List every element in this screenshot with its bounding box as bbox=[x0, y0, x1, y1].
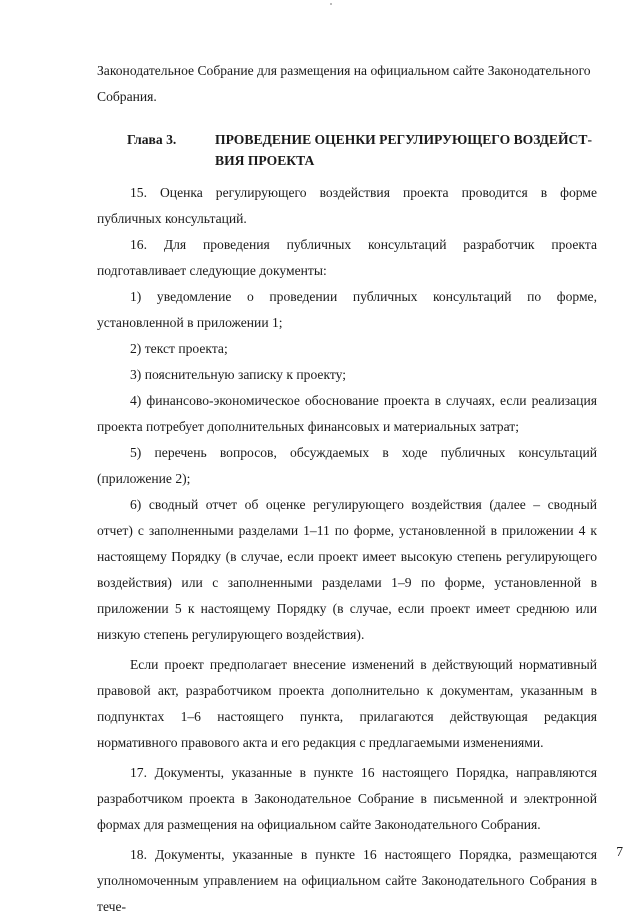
chapter-number: Глава 3. bbox=[127, 132, 177, 147]
chapter-title-line-1: ПРОВЕДЕНИЕ ОЦЕНКИ РЕГУЛИРУЮЩЕГО ВОЗДЕЙСТ- bbox=[215, 132, 592, 147]
chapter-title bbox=[215, 129, 605, 171]
list-item-5: 5) перечень вопросов, обсуждаемых в ходе публичных консультаций (приложение 2); bbox=[97, 445, 597, 486]
paragraph-amendments: Если проект предполагает внесение изменений в действующий нормативный правовой акт, разработчиком проекта дополнительно к документам, указанным в подпунктах 1–6 настоящего пункта, прилагаются действующая редакция нормативного правового акта и его редакция с предлагаемыми изменениями. bbox=[97, 657, 597, 750]
chapter-title-line-2: ВИЯ ПРОЕКТА bbox=[215, 153, 315, 168]
list-item-2: 2) текст проекта; bbox=[130, 341, 228, 356]
list-item-1: 1) уведомление о проведении публичных консультаций по форме, установленной в приложении 1; bbox=[97, 289, 597, 330]
body-text bbox=[97, 180, 597, 920]
page-number: 7 bbox=[616, 844, 623, 859]
list-item-6: 6) сводный отчет об оценке регулирующего воздействия (далее – сводный отчет) с заполненными разделами 1–11 по форме, установленной в приложении 4 к настоящему Порядку (в случае, если проект имеет высокую степень регулирующего воздействия) или с заполненными разделами 1–9 по форме, установленной в приложении 5 к настоящему Порядку (в случае, если проект имеет среднюю или низкую степень регулирующего воздействия). bbox=[97, 497, 597, 642]
paragraph-18: 18. Документы, указанные в пункте 16 настоящего Порядка, размещаются уполномоченным управлением на официальном сайте Законодательного Собрания в тече- bbox=[97, 847, 597, 914]
intro-text bbox=[97, 58, 597, 110]
paragraph-16: 16. Для проведения публичных консультаций разработчик проекта подготавливает следующие документы: bbox=[97, 237, 597, 278]
list-item-3: 3) пояснительную записку к проекту; bbox=[130, 367, 347, 382]
list-item-4: 4) финансово-экономическое обоснование проекта в случаях, если реализация проекта потребует дополнительных финансовых и материальных затрат; bbox=[97, 393, 597, 434]
paragraph-15: 15. Оценка регулирующего воздействия проекта проводится в форме публичных консультаций. bbox=[97, 185, 597, 226]
paragraph-17: 17. Документы, указанные в пункте 16 настоящего Порядка, направляются разработчиком проекта в Законодательное Собрание в письменной и электронной формах для размещения на официальном сайте Законодательного Собрания. bbox=[97, 765, 597, 832]
scan-mark bbox=[330, 3, 332, 5]
intro-line-2: Собрания. bbox=[97, 89, 157, 104]
intro-line-1: Законодательное Собрание для размещения на официальном сайте Законодательного bbox=[97, 63, 591, 78]
